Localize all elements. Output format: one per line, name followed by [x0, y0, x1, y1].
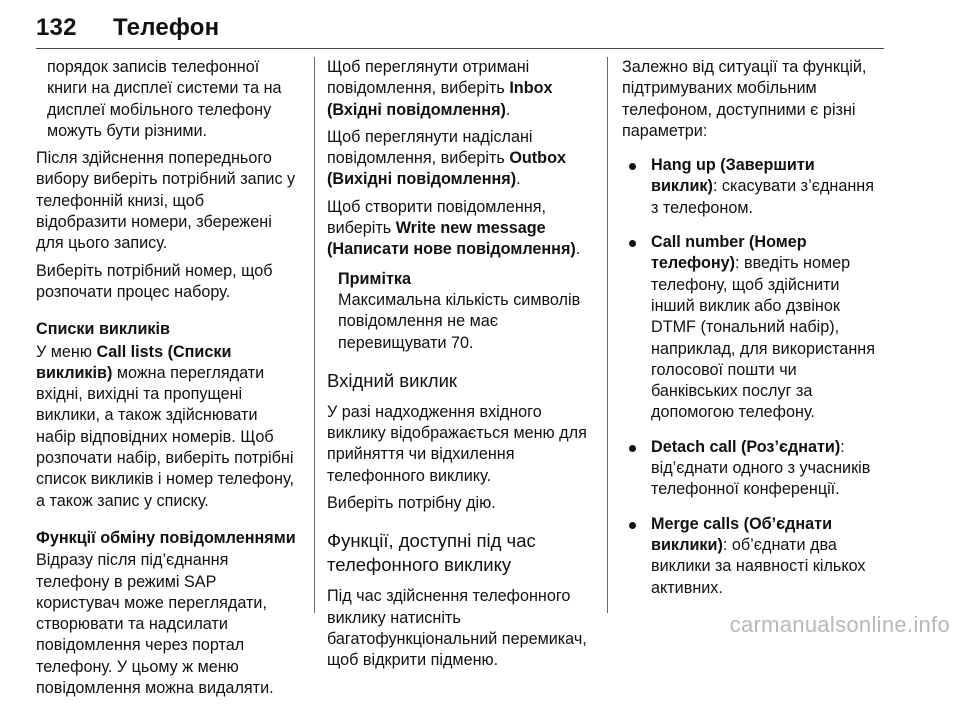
text: : скасувати з’єднання з телефоном.: [651, 177, 874, 217]
text: .: [575, 240, 581, 259]
paragraph-inbox: [327, 57, 597, 121]
column-divider: [314, 57, 315, 613]
option-hang-up: Hang up (Завершити виклик): [651, 156, 815, 196]
paragraph: порядок записів телефонної книги на дисплеї системи та на дисплеї мобільного телефону можуть бути різними.: [47, 58, 282, 140]
text: : введіть номер телефону, щоб здійснити інший виклик або дзвінок DTMF (тональний набір), наприклад, для використання голосової пошти чи банківських послуг за допомогою телефону.: [651, 254, 875, 422]
text: .: [505, 100, 511, 119]
note-title: Примітка: [338, 269, 411, 288]
column-3: [622, 57, 884, 612]
text: : від’єднати одного з учасників телефонної конференції.: [651, 437, 871, 499]
paragraph: У разі надходження вхідного виклику відображається меню для прийняття чи відхилення телефонного виклику.: [327, 402, 587, 485]
page-header: [36, 14, 219, 42]
text: : об’єднати два виклики за наявності кількох активних.: [651, 535, 866, 597]
page-number: 132: [36, 14, 77, 41]
bullet-icon: [629, 445, 636, 452]
column-1: [36, 57, 298, 705]
list-item: [622, 155, 884, 219]
bullet-icon: [629, 240, 636, 247]
heading-incoming-call: Вхідний виклик: [327, 369, 457, 391]
menu-item-call-lists: Call lists (Списки викликів): [36, 342, 232, 382]
column-2: [327, 57, 597, 678]
option-merge-calls: Merge calls (Об’єднати виклики): [651, 514, 833, 554]
paragraph: Залежно від ситуації та функцій, підтримуваних мобільним телефоном, доступними є різні параметри:: [622, 58, 867, 140]
text: Щоб створити повідомлення, виберіть: [327, 197, 547, 238]
option-detach-call: Detach call (Роз’єднати): [651, 437, 841, 456]
text: Щоб переглянути отримані повідомлення, виберіть: [327, 58, 530, 98]
list-item: [622, 232, 884, 424]
note-box: [327, 269, 597, 354]
text: можна переглядати вхідні, вихідні та пропущені виклики, а також здійснювати набір відповідних номерів. Щоб розпочати набір, виберіть потрібні список викликів і номер телефону, а також запис у списку.: [36, 363, 294, 510]
menu-item-inbox: Inbox (Вхідні повідомлення): [327, 79, 553, 119]
paragraph-call-lists: [36, 342, 298, 512]
heading-messaging: Функції обміну повідомленнями: [36, 528, 296, 547]
heading-call-lists: Списки викликів: [36, 320, 170, 339]
page-title: Телефон: [113, 14, 220, 41]
paragraph: Виберіть потрібну дію.: [327, 494, 496, 513]
option-call-number: Call number (Номер телефону): [651, 233, 807, 273]
list-item: [622, 437, 884, 501]
paragraph-outbox: [327, 127, 597, 191]
note-text: Максимальна кількість символів повідомлення не має перевищувати 70.: [338, 290, 581, 352]
menu-item-write-message: Write new message (Написати нове повідомлення): [327, 219, 576, 259]
paragraph: Під час здійснення телефонного виклику натисніть багатофункціональний перемикач, щоб відкрити підменю.: [327, 587, 587, 670]
bullet-icon: [629, 522, 636, 529]
paragraph: Після здійснення попереднього вибору виберіть потрібний запис у телефонній книзі, щоб відобразити номери, збережені для цього запису.: [36, 149, 296, 253]
column-divider: [607, 57, 608, 613]
paragraph-messaging: Відразу після під’єднання телефону в режимі SAP користувач може переглядати, створювати та надсилати повідомлення через портал телефону. У цьому ж меню повідомлення можна видаляти.: [36, 551, 274, 698]
watermark: carmanualsonline.info: [729, 612, 950, 637]
paragraph-write: [327, 197, 597, 261]
header-rule: [36, 48, 884, 49]
text: .: [516, 170, 521, 189]
menu-item-outbox: Outbox (Вихідні повідомлення): [327, 149, 566, 189]
heading-call-functions: Функції, доступні під час телефонного виклику: [327, 530, 536, 576]
paragraph: Виберіть потрібний номер, щоб розпочати процес набору.: [36, 261, 273, 301]
bullet-icon: [629, 163, 636, 170]
text: У меню: [36, 342, 97, 361]
text: Щоб переглянути надіслані повідомлення, виберіть: [327, 127, 533, 168]
list-item: [622, 514, 884, 599]
